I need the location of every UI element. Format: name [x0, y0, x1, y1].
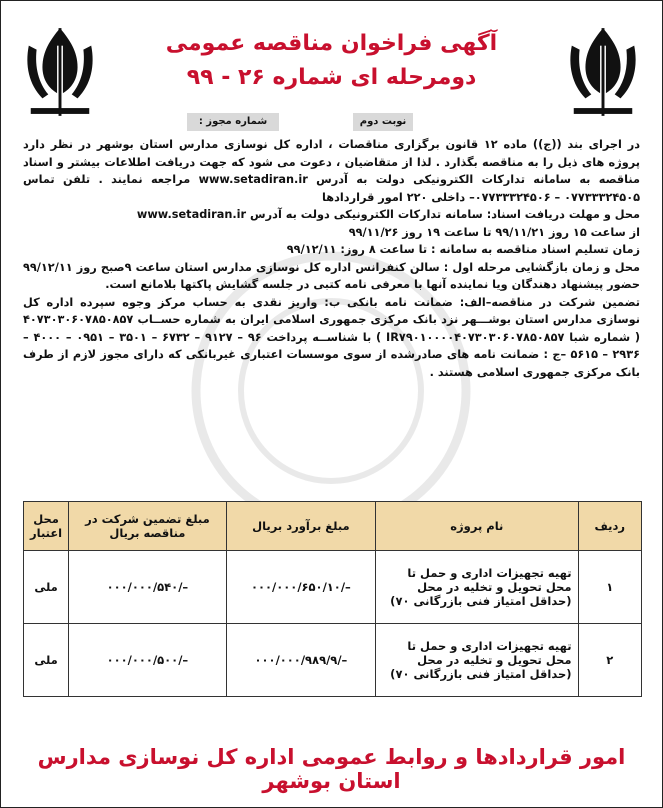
permit-number-badge: شماره مجوز :: [187, 113, 279, 131]
funding-source: ملی: [24, 624, 69, 697]
funding-source: ملی: [24, 551, 69, 624]
col-funding-source: محل اعتبار: [24, 502, 69, 551]
guarantee-amount: –/۰۰۰/۰۰۰/۵۰۰: [69, 624, 227, 697]
row-number: ۱: [578, 551, 641, 624]
project-name: تهیه تجهیزات اداری و حمل تا محل تحویل و تخلیه در محل (حداقل امتیاز فنی بازرگانی ۷۰): [376, 624, 578, 697]
row-number: ۲: [578, 624, 641, 697]
table-header-row: [24, 502, 642, 551]
iran-emblem-icon: [564, 26, 642, 118]
document-period: از ساعت ۱۵ روز ۹۹/۱۱/۲۱ تا ساعت ۱۹ روز ۹۹/۱۱/۲۶: [348, 225, 640, 239]
col-row-number: ردیف: [578, 502, 641, 551]
announcement-body: [23, 136, 640, 381]
announcement-title: آگهی فراخوان مناقصه عمومی: [165, 31, 498, 56]
col-guarantee: مبلغ تضمین شرکت در مناقصه بریال: [69, 502, 227, 551]
announcement-subtitle: دومرحله ای شماره ۲۶ - ۹۹: [186, 65, 477, 90]
guarantee-amount: –/۰۰۰/۰۰۰/۵۴۰: [69, 551, 227, 624]
col-project-name: نام پروژه: [376, 502, 578, 551]
document-location: محل و مهلت دریافت اسناد: سامانه تدارکات الکترونیکی دولت به آدرس www.setadiran.ir: [136, 208, 640, 221]
projects-table: [23, 501, 642, 697]
issuer-footer: امور قراردادها و روابط عمومی اداره کل نوسازی مدارس استان بوشهر: [37, 745, 626, 793]
project-name: تهیه تجهیزات اداری و حمل تا محل تحویل و تخلیه در محل (حداقل امتیاز فنی بازرگانی ۷۰): [376, 551, 578, 624]
submission-deadline: زمان تسلیم اسناد مناقصه به سامانه : تا ساعت ۸ روز: ۹۹/۱۲/۱۱: [286, 243, 640, 256]
col-estimate: مبلغ برآورد بریال: [226, 502, 375, 551]
estimate-amount: –/۰۰۰/۰۰۰/۹۸۹/۹: [226, 624, 375, 697]
table-row: [24, 624, 642, 697]
intro-paragraph: در اجرای بند ((ج)) ماده ۱۲ قانون برگزاری مناقصات ، اداره کل نوسازی مدارس استان بوشهر در نظر دارد پروژه های ذیل را به مناقصه بگذارد . لذا از متقاضیان ، دعوت می شود که جهت دریافت اطلاعات بیشتر و اسناد مناقصه به سامانه تدارکات الکترونیکی دولت به آدرس www.setadiran.ir مراجعه نمایند . تلفن تماس ۰۷۷۳۳۳۲۴۵۰۵ – ۰۷۷۳۳۳۲۴۵۰۶– داخلی ۲۲۰ امور قراردادها: [23, 138, 640, 204]
iran-emblem-icon: [21, 26, 99, 118]
turn-badge: نوبت دوم: [353, 113, 413, 131]
guarantee-terms: تضمین شرکت در مناقصه–الف: ضمانت نامه بانکی ب: واریز نقدی به حساب مرکز وجوه سپرده اداره کل نوسازی مدارس استان بوشـــهر نزد بانک مرکزی جمهوری اسلامی ایران به شماره حســاب ۴۰۷۳۰۳۰۶۰۷۸۵۰۸۵۷ ( شماره شبا IR۷۹۰۱۰۰۰۰۴۰۷۳۰۳۰۶۰۷۸۵۰۸۵۷ ) با شناســه پرداخت ۹۶ – ۹۱۲۷ – ۶۷۳۲ – ۳۵۰۱ – ۰۹۵۱ – ۴۰۰۰ – ۲۹۳۶ – ۵۶۱۵ –ج : ضمانت نامه های صادرشده از سوی موسسات اعتباری غیربانکی که دارای مجوز لازم از طرف بانک مرکزی جمهوری اسلامی هستند .: [23, 295, 641, 379]
table-row: [24, 551, 642, 624]
estimate-amount: –/۰۰۰/۰۰۰/۶۵۰/۱۰: [226, 551, 375, 624]
opening-session: محل و زمان بازگشایی مرحله اول : سالن کنفرانس اداره کل نوسازی مدارس استان ساعت ۹صبح روز ۹۹/۱۲/۱۱ حضور پیشنهاد دهندگان ویا نماینده آنها با معرفی نامه کتبی در جلسه گشایش پاکتها بلامانع است.: [23, 260, 640, 291]
